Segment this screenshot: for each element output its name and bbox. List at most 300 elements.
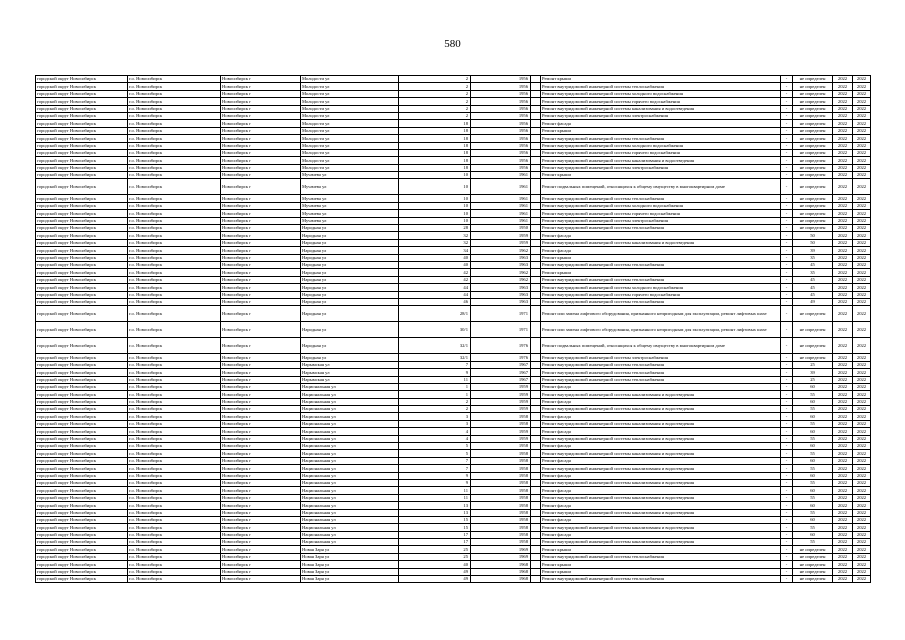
- city-cell: Новосибирск г: [221, 376, 301, 383]
- year-end-cell: 2022: [853, 232, 871, 239]
- city-cell: Новосибирск г: [221, 247, 301, 254]
- municipality-cell: г.о. Новосибирск: [128, 435, 221, 442]
- city-cell: Новосибирск г: [221, 254, 301, 261]
- year-start-cell: 2022: [833, 120, 853, 127]
- city-cell: Новосибирск г: [221, 269, 301, 276]
- year-end-cell: 2022: [853, 98, 871, 105]
- dash-cell: -: [781, 479, 793, 486]
- dash-cell: -: [781, 553, 793, 560]
- district-cell: городской округ Новосибирск: [36, 457, 128, 464]
- year-start-cell: 2022: [833, 105, 853, 112]
- city-cell: Новосибирск г: [221, 509, 301, 516]
- municipality-cell: г.о. Новосибирск: [128, 247, 221, 254]
- year-end-cell: 2022: [853, 398, 871, 405]
- year-cell: 1958: [471, 502, 531, 509]
- table-row: [36, 338, 871, 354]
- street-cell: Молодости ул: [301, 112, 399, 119]
- year-end-cell: 2022: [853, 217, 871, 224]
- spacer-cell: [531, 443, 541, 450]
- year-start-cell: 2022: [833, 553, 853, 560]
- house-cell: 1: [399, 391, 471, 398]
- spacer-cell: [531, 164, 541, 171]
- district-cell: городской округ Новосибирск: [36, 254, 128, 261]
- work-type-cell: Ремонт внутридомовой инженерной системы теплоснабжения: [541, 298, 781, 305]
- district-cell: городской округ Новосибирск: [36, 502, 128, 509]
- year-start-cell: 2022: [833, 157, 853, 164]
- deterioration-cell: не определен: [793, 225, 833, 232]
- street-cell: Национальная ул: [301, 443, 399, 450]
- table-row: [36, 90, 871, 97]
- street-cell: Национальная ул: [301, 435, 399, 442]
- year-end-cell: 2022: [853, 391, 871, 398]
- work-type-cell: Ремонт внутридомовой инженерной системы канализования и водоотведения: [541, 157, 781, 164]
- year-end-cell: 2022: [853, 83, 871, 90]
- year-start-cell: 2022: [833, 98, 853, 105]
- dash-cell: -: [781, 502, 793, 509]
- table-row: [36, 291, 871, 298]
- street-cell: Национальная ул: [301, 494, 399, 501]
- year-start-cell: 2022: [833, 276, 853, 283]
- city-cell: Новосибирск г: [221, 149, 301, 156]
- municipality-cell: г.о. Новосибирск: [128, 398, 221, 405]
- district-cell: городской округ Новосибирск: [36, 83, 128, 90]
- spacer-cell: [531, 239, 541, 246]
- deterioration-cell: 60: [793, 383, 833, 390]
- year-cell: 1961: [471, 195, 531, 202]
- dash-cell: -: [781, 406, 793, 413]
- deterioration-cell: не определен: [793, 338, 833, 354]
- street-cell: Национальная ул: [301, 420, 399, 427]
- year-cell: 1956: [471, 135, 531, 142]
- year-cell: 1963: [471, 291, 531, 298]
- year-start-cell: 2022: [833, 450, 853, 457]
- city-cell: Новосибирск г: [221, 83, 301, 90]
- deterioration-cell: не определен: [793, 120, 833, 127]
- municipality-cell: г.о. Новосибирск: [128, 322, 221, 338]
- house-cell: 25: [399, 546, 471, 553]
- spacer-cell: [531, 465, 541, 472]
- district-cell: городской округ Новосибирск: [36, 142, 128, 149]
- municipality-cell: г.о. Новосибирск: [128, 142, 221, 149]
- work-type-cell: Ремонт внутридомовой инженерной системы теплоснабжения: [541, 553, 781, 560]
- table-row: [36, 361, 871, 368]
- street-cell: Нарымская ул: [301, 361, 399, 368]
- year-cell: 1961: [471, 179, 531, 195]
- year-end-cell: 2022: [853, 276, 871, 283]
- dash-cell: -: [781, 524, 793, 531]
- house-cell: 40: [399, 261, 471, 268]
- year-start-cell: 2022: [833, 338, 853, 354]
- street-cell: Молодости ул: [301, 149, 399, 156]
- spacer-cell: [531, 524, 541, 531]
- work-type-cell: Ремонт внутридомовой инженерной системы канализования и водоотведения: [541, 406, 781, 413]
- street-cell: Народная ул: [301, 261, 399, 268]
- spacer-cell: [531, 457, 541, 464]
- city-cell: Новосибирск г: [221, 322, 301, 338]
- city-cell: Новосибирск г: [221, 443, 301, 450]
- year-cell: 1958: [471, 531, 531, 538]
- work-type-cell: Ремонт внутридомовой инженерной системы канализования и водоотведения: [541, 465, 781, 472]
- municipality-cell: г.о. Новосибирск: [128, 361, 221, 368]
- spacer-cell: [531, 516, 541, 523]
- dash-cell: -: [781, 202, 793, 209]
- work-type-cell: Ремонт внутридомовой инженерной системы теплоснабжения: [541, 576, 781, 583]
- district-cell: городской округ Новосибирск: [36, 576, 128, 583]
- spacer-cell: [531, 306, 541, 322]
- municipality-cell: г.о. Новосибирск: [128, 413, 221, 420]
- year-cell: 1967: [471, 369, 531, 376]
- spacer-cell: [531, 217, 541, 224]
- spacer-cell: [531, 120, 541, 127]
- municipality-cell: г.о. Новосибирск: [128, 239, 221, 246]
- work-type-cell: Ремонт внутридомовой инженерной системы холодного водоснабжения: [541, 90, 781, 97]
- year-end-cell: 2022: [853, 465, 871, 472]
- house-cell: 10: [399, 210, 471, 217]
- year-cell: 1959: [471, 239, 531, 246]
- table-row: [36, 225, 871, 232]
- year-end-cell: 2022: [853, 195, 871, 202]
- spacer-cell: [531, 546, 541, 553]
- table-row: [36, 443, 871, 450]
- district-cell: городской округ Новосибирск: [36, 472, 128, 479]
- spacer-cell: [531, 435, 541, 442]
- house-cell: 5: [399, 450, 471, 457]
- house-cell: 18: [399, 157, 471, 164]
- house-cell: 17: [399, 531, 471, 538]
- district-cell: городской округ Новосибирск: [36, 149, 128, 156]
- year-cell: 1958: [471, 487, 531, 494]
- work-type-cell: Ремонт внутридомовой инженерной системы теплоснабжения: [541, 195, 781, 202]
- municipality-cell: г.о. Новосибирск: [128, 269, 221, 276]
- city-cell: Новосибирск г: [221, 561, 301, 568]
- year-end-cell: 2022: [853, 539, 871, 546]
- year-end-cell: 2022: [853, 247, 871, 254]
- spacer-cell: [531, 261, 541, 268]
- municipality-cell: г.о. Новосибирск: [128, 120, 221, 127]
- work-type-cell: Ремонт внутридомовой инженерной системы теплоснабжения: [541, 261, 781, 268]
- year-end-cell: 2022: [853, 210, 871, 217]
- municipality-cell: г.о. Новосибирск: [128, 494, 221, 501]
- street-cell: Народная ул: [301, 269, 399, 276]
- work-type-cell: Ремонт фасада: [541, 428, 781, 435]
- house-cell: 42: [399, 276, 471, 283]
- year-cell: 1968: [471, 568, 531, 575]
- district-cell: городской округ Новосибирск: [36, 413, 128, 420]
- year-cell: 1959: [471, 398, 531, 405]
- street-cell: Национальная ул: [301, 487, 399, 494]
- table-row: [36, 149, 871, 156]
- work-type-cell: Ремонт внутридомовой инженерной системы канализования и водоотведения: [541, 509, 781, 516]
- spacer-cell: [531, 172, 541, 179]
- year-start-cell: 2022: [833, 142, 853, 149]
- street-cell: Молодости ул: [301, 105, 399, 112]
- dash-cell: -: [781, 112, 793, 119]
- street-cell: Народная ул: [301, 322, 399, 338]
- year-cell: 1958: [471, 450, 531, 457]
- year-end-cell: 2022: [853, 443, 871, 450]
- year-end-cell: 2022: [853, 524, 871, 531]
- year-cell: 1958: [471, 465, 531, 472]
- work-type-cell: Ремонт внутридомовой инженерной системы канализования и водоотведения: [541, 479, 781, 486]
- house-cell: 30/1: [399, 322, 471, 338]
- deterioration-cell: 55: [793, 509, 833, 516]
- deterioration-cell: не определен: [793, 142, 833, 149]
- table-row: [36, 284, 871, 291]
- city-cell: Новосибирск г: [221, 142, 301, 149]
- spacer-cell: [531, 210, 541, 217]
- table-row: [36, 83, 871, 90]
- municipality-cell: г.о. Новосибирск: [128, 112, 221, 119]
- spacer-cell: [531, 561, 541, 568]
- table-row: [36, 369, 871, 376]
- year-end-cell: 2022: [853, 413, 871, 420]
- year-end-cell: 2022: [853, 361, 871, 368]
- municipality-cell: г.о. Новосибирск: [128, 261, 221, 268]
- dash-cell: -: [781, 531, 793, 538]
- municipality-cell: г.о. Новосибирск: [128, 531, 221, 538]
- house-cell: 7: [399, 361, 471, 368]
- district-cell: городской округ Новосибирск: [36, 369, 128, 376]
- dash-cell: -: [781, 361, 793, 368]
- street-cell: Молодости ул: [301, 142, 399, 149]
- deterioration-cell: 39: [793, 247, 833, 254]
- municipality-cell: г.о. Новосибирск: [128, 516, 221, 523]
- district-cell: городской округ Новосибирск: [36, 217, 128, 224]
- district-cell: городской округ Новосибирск: [36, 391, 128, 398]
- year-cell: 1958: [471, 509, 531, 516]
- work-type-cell: Ремонт внутридомовой инженерной системы канализования и водоотведения: [541, 435, 781, 442]
- street-cell: Молодости ул: [301, 98, 399, 105]
- year-start-cell: 2022: [833, 195, 853, 202]
- table-row: [36, 450, 871, 457]
- city-cell: Новосибирск г: [221, 406, 301, 413]
- city-cell: Новосибирск г: [221, 284, 301, 291]
- deterioration-cell: 60: [793, 413, 833, 420]
- dash-cell: -: [781, 149, 793, 156]
- table-row: [36, 157, 871, 164]
- city-cell: Новосибирск г: [221, 553, 301, 560]
- work-type-cell: Ремонт внутридомовой инженерной системы горячего водоснабжения: [541, 149, 781, 156]
- year-start-cell: 2022: [833, 391, 853, 398]
- table-row: [36, 269, 871, 276]
- year-end-cell: 2022: [853, 135, 871, 142]
- deterioration-cell: 25: [793, 376, 833, 383]
- house-cell: 10: [399, 195, 471, 202]
- year-end-cell: 2022: [853, 369, 871, 376]
- house-cell: 49: [399, 568, 471, 575]
- table-row: [36, 179, 871, 195]
- year-start-cell: 2022: [833, 239, 853, 246]
- year-end-cell: 2022: [853, 479, 871, 486]
- year-cell: 1956: [471, 142, 531, 149]
- year-end-cell: 2022: [853, 254, 871, 261]
- street-cell: Новая Заря ул: [301, 561, 399, 568]
- dash-cell: -: [781, 472, 793, 479]
- year-start-cell: 2022: [833, 502, 853, 509]
- year-end-cell: 2022: [853, 435, 871, 442]
- spacer-cell: [531, 142, 541, 149]
- dash-cell: -: [781, 247, 793, 254]
- repair-schedule-table: [35, 75, 871, 583]
- year-start-cell: 2022: [833, 269, 853, 276]
- dash-cell: -: [781, 576, 793, 583]
- table-row: [36, 164, 871, 171]
- deterioration-cell: 35: [793, 254, 833, 261]
- spacer-cell: [531, 509, 541, 516]
- district-cell: городской округ Новосибирск: [36, 322, 128, 338]
- year-start-cell: 2022: [833, 284, 853, 291]
- deterioration-cell: 60: [793, 502, 833, 509]
- spacer-cell: [531, 391, 541, 398]
- house-cell: 1: [399, 383, 471, 390]
- municipality-cell: г.о. Новосибирск: [128, 465, 221, 472]
- deterioration-cell: 49: [793, 298, 833, 305]
- year-start-cell: 2022: [833, 127, 853, 134]
- district-cell: городской округ Новосибирск: [36, 179, 128, 195]
- work-type-cell: Ремонт фасада: [541, 398, 781, 405]
- year-end-cell: 2022: [853, 239, 871, 246]
- district-cell: городской округ Новосибирск: [36, 561, 128, 568]
- work-type-cell: Ремонт внутридомовой инженерной системы канализования и водоотведения: [541, 105, 781, 112]
- year-end-cell: 2022: [853, 509, 871, 516]
- municipality-cell: г.о. Новосибирск: [128, 232, 221, 239]
- year-start-cell: 2022: [833, 443, 853, 450]
- year-end-cell: 2022: [853, 172, 871, 179]
- table-row: [36, 254, 871, 261]
- street-cell: Мучачева ул: [301, 172, 399, 179]
- year-cell: 1967: [471, 361, 531, 368]
- municipality-cell: г.о. Новосибирск: [128, 524, 221, 531]
- dash-cell: -: [781, 142, 793, 149]
- district-cell: городской округ Новосибирск: [36, 524, 128, 531]
- year-cell: 1958: [471, 443, 531, 450]
- year-cell: 1963: [471, 254, 531, 261]
- street-cell: Нарымская ул: [301, 369, 399, 376]
- year-cell: 1969: [471, 553, 531, 560]
- spacer-cell: [531, 276, 541, 283]
- work-type-cell: Ремонт внутридомовой инженерной системы электроснабжения: [541, 164, 781, 171]
- work-type-cell: Ремонт крыши: [541, 172, 781, 179]
- district-cell: городской округ Новосибирск: [36, 261, 128, 268]
- spacer-cell: [531, 225, 541, 232]
- city-cell: Новосибирск г: [221, 531, 301, 538]
- dash-cell: -: [781, 261, 793, 268]
- deterioration-cell: 35: [793, 269, 833, 276]
- dash-cell: -: [781, 487, 793, 494]
- district-cell: городской округ Новосибирск: [36, 127, 128, 134]
- dash-cell: -: [781, 443, 793, 450]
- deterioration-cell: 45: [793, 284, 833, 291]
- street-cell: Национальная ул: [301, 465, 399, 472]
- district-cell: городской округ Новосибирск: [36, 195, 128, 202]
- municipality-cell: г.о. Новосибирск: [128, 546, 221, 553]
- work-type-cell: Ремонт фасада: [541, 232, 781, 239]
- year-end-cell: 2022: [853, 502, 871, 509]
- district-cell: городской округ Новосибирск: [36, 210, 128, 217]
- municipality-cell: г.о. Новосибирск: [128, 254, 221, 261]
- year-start-cell: 2022: [833, 413, 853, 420]
- table-row: [36, 298, 871, 305]
- spacer-cell: [531, 450, 541, 457]
- city-cell: Новосибирск г: [221, 195, 301, 202]
- city-cell: Новосибирск г: [221, 361, 301, 368]
- year-end-cell: 2022: [853, 376, 871, 383]
- year-start-cell: 2022: [833, 149, 853, 156]
- year-start-cell: 2022: [833, 369, 853, 376]
- year-end-cell: 2022: [853, 487, 871, 494]
- year-cell: 1956: [471, 157, 531, 164]
- deterioration-cell: не определен: [793, 576, 833, 583]
- year-end-cell: 2022: [853, 406, 871, 413]
- work-type-cell: Ремонт фасада: [541, 531, 781, 538]
- house-cell: 10: [399, 217, 471, 224]
- year-start-cell: 2022: [833, 465, 853, 472]
- spacer-cell: [531, 254, 541, 261]
- work-type-cell: Ремонт фасада: [541, 383, 781, 390]
- street-cell: Национальная ул: [301, 391, 399, 398]
- spacer-cell: [531, 502, 541, 509]
- year-end-cell: 2022: [853, 127, 871, 134]
- house-cell: 2: [399, 83, 471, 90]
- year-start-cell: 2022: [833, 420, 853, 427]
- deterioration-cell: 55: [793, 539, 833, 546]
- table-row: [36, 322, 871, 338]
- dash-cell: -: [781, 232, 793, 239]
- street-cell: Мучачева ул: [301, 202, 399, 209]
- deterioration-cell: не определен: [793, 546, 833, 553]
- district-cell: городской округ Новосибирск: [36, 232, 128, 239]
- house-cell: 13: [399, 502, 471, 509]
- city-cell: Новосибирск г: [221, 413, 301, 420]
- dash-cell: -: [781, 322, 793, 338]
- house-cell: 13: [399, 509, 471, 516]
- district-cell: городской округ Новосибирск: [36, 247, 128, 254]
- dash-cell: -: [781, 157, 793, 164]
- table-row: [36, 465, 871, 472]
- year-cell: 1971: [471, 306, 531, 322]
- municipality-cell: г.о. Новосибирск: [128, 298, 221, 305]
- house-cell: 28: [399, 225, 471, 232]
- spacer-cell: [531, 149, 541, 156]
- district-cell: городской округ Новосибирск: [36, 98, 128, 105]
- year-cell: 1959: [471, 406, 531, 413]
- street-cell: Национальная ул: [301, 509, 399, 516]
- year-start-cell: 2022: [833, 435, 853, 442]
- work-type-cell: Ремонт крыши: [541, 568, 781, 575]
- year-end-cell: 2022: [853, 494, 871, 501]
- year-cell: 1959: [471, 435, 531, 442]
- table-body: [36, 76, 871, 583]
- city-cell: Новосибирск г: [221, 487, 301, 494]
- municipality-cell: г.о. Новосибирск: [128, 135, 221, 142]
- spacer-cell: [531, 232, 541, 239]
- spacer-cell: [531, 369, 541, 376]
- dash-cell: -: [781, 398, 793, 405]
- district-cell: городской округ Новосибирск: [36, 531, 128, 538]
- house-cell: 42: [399, 269, 471, 276]
- district-cell: городской округ Новосибирск: [36, 479, 128, 486]
- spacer-cell: [531, 112, 541, 119]
- work-type-cell: Ремонт фасада: [541, 457, 781, 464]
- year-start-cell: 2022: [833, 261, 853, 268]
- work-type-cell: Ремонт внутридомовой инженерной системы канализования и водоотведения: [541, 450, 781, 457]
- street-cell: Национальная ул: [301, 406, 399, 413]
- year-start-cell: 2022: [833, 487, 853, 494]
- house-cell: 18: [399, 127, 471, 134]
- house-cell: 7: [399, 465, 471, 472]
- table-row: [36, 546, 871, 553]
- dash-cell: -: [781, 135, 793, 142]
